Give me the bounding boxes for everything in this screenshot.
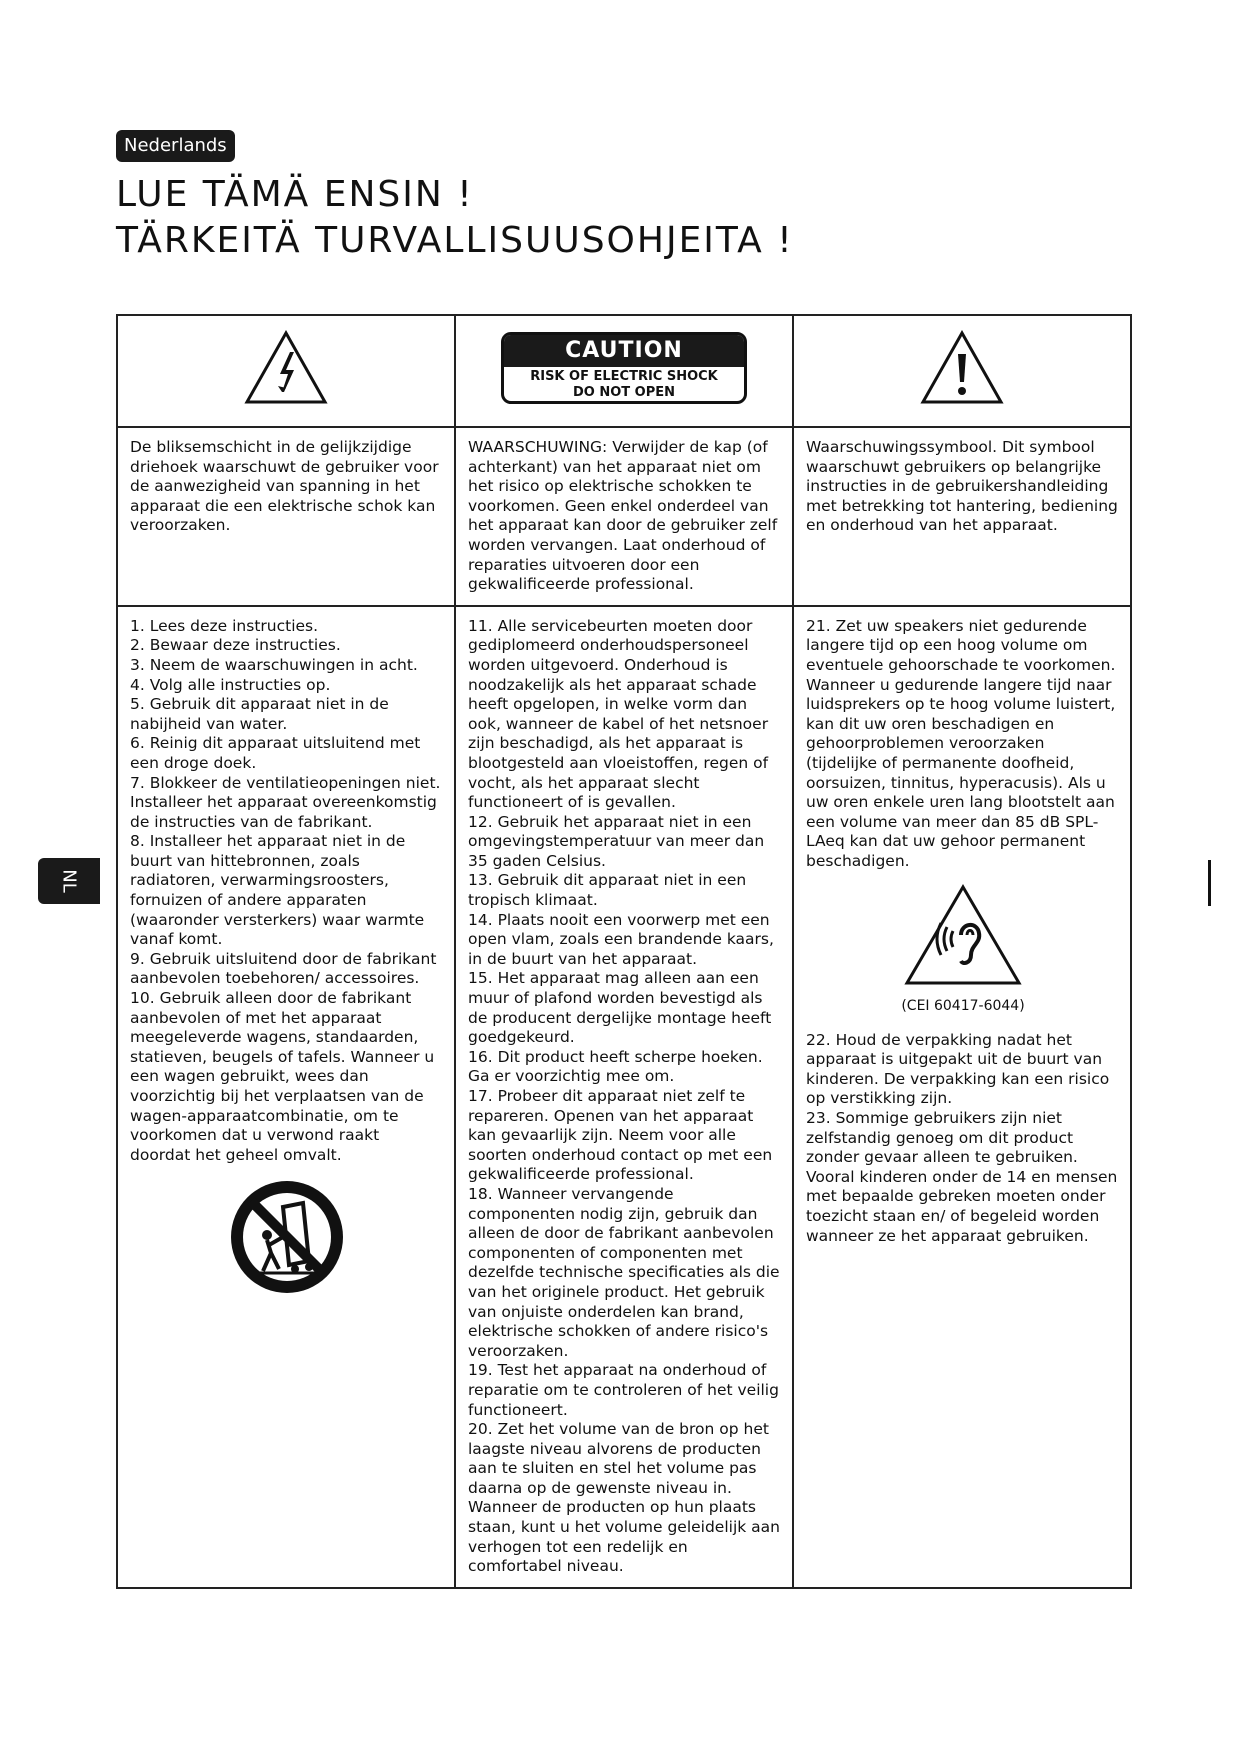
page-edge-marker	[1208, 860, 1211, 906]
instruction-item: 9. Gebruik uitsluitend door de fabrikant aanbevolen toebehoren/ accessoires.	[130, 949, 437, 988]
instruction-item: 16. Dit product heeft scherpe hoeken. Ga er voorzichtig mee om.	[468, 1047, 763, 1086]
instruction-item: 3. Neem de waarschuwingen in acht.	[130, 655, 418, 674]
cart-figure	[130, 1177, 444, 1303]
instructions-column-1	[117, 606, 455, 1588]
instructions-column-2	[455, 606, 793, 1588]
side-tab-label: NL	[58, 869, 80, 893]
caution-subtitle	[504, 367, 744, 401]
instruction-item: 18. Wanneer vervangende componenten nodig zijn, gebruik dan alleen de door de fabrikant aanbevolen componenten of componenten met dezelfde technische specificaties als die van het originele product. Het gebruik van onjuiste onderdelen kan brand, elektrische schokken of andere risico's veroorzaken.	[468, 1184, 780, 1360]
instruction-item: 15. Het apparaat mag alleen aan een muur of plafond worden bevestigd als de producent dergelijke montage heeft goedgekeurd.	[468, 969, 772, 1047]
description-lightning: De bliksemschicht in de gelijkzijdige driehoek waarschuwt de gebruiker voor de aanwezigheid van spanning in het apparaat die een elektrische schok kan veroorzaken.	[117, 427, 455, 606]
description-exclamation: Waarschuwingssymbool. Dit symbool waarschuwt gebruikers op belangrijke instructies in de gebruikershandleiding met betrekking tot hantering, bediening en onderhoud van het apparaat.	[793, 427, 1131, 606]
hearing-damage-icon	[903, 883, 1023, 987]
instruction-item: 17. Probeer dit apparaat niet zelf te repareren. Openen van het apparaat kan gevaarlijk zijn. Neem voor alle soorten onderhoud contact op met een gekwalificeerde professional.	[468, 1087, 773, 1184]
exclamation-cell	[793, 315, 1131, 427]
language-badge: Nederlands	[116, 130, 235, 162]
instruction-item: 23. Sommige gebruikers zijn niet zelfstandig genoeg om dit product zonder gevaar alleen te gebruiken. Vooral kinderen onder de 14 en mensen met bepaalde gebreken moeten onder toezicht staan en/ of begeleid worden wanneer ze het apparaat gebruiken.	[806, 1109, 1118, 1245]
language-side-tab	[38, 858, 100, 904]
instruction-item: 1. Lees deze instructies.	[130, 616, 319, 635]
instruction-item: 11. Alle servicebeurten moeten door gediplomeerd onderhoudspersoneel worden uitgevoerd. Onderhoud is noodzakelijk als het apparaat schade heeft opgelopen, in welke vorm dan ook, wanneer de kabel of het netsnoer zijn beschadigd, als het apparaat is blootgesteld aan vloeistoffen, regen of vocht, als het apparaat slecht functioneert of is gevallen.	[468, 616, 769, 812]
instructions-row	[117, 606, 1131, 1588]
caution-line-1: RISK OF ELECTRIC SHOCK	[530, 369, 718, 385]
caution-cell	[455, 315, 793, 427]
title-line-1: LUE TÄMÄ ENSIN !	[116, 174, 474, 215]
instruction-item: 7. Blokkeer de ventilatieopeningen niet. Installeer het apparaat overeenkomstig de instructies van de fabrikant.	[130, 773, 441, 831]
instruction-item: 12. Gebruik het apparaat niet in een omgevingstemperatuur van meer dan 35 gaden Celsius.	[468, 812, 765, 870]
safety-table	[116, 314, 1132, 1589]
instruction-item: 19. Test het apparaat na onderhoud of reparatie om te controleren of het veilig functioneert.	[468, 1361, 779, 1419]
instruction-item: 10. Gebruik alleen door de fabrikant aanbevolen of met het apparaat meegeleverde wagens, standaarden, statieven, beugels of tafels. Wanneer u een wagen gebruikt, wees dan voorzichtig bij het verplaatsen van de wagen-apparaatcombinatie, om te voorkomen dat u verwond raakt doordat het geheel omvalt.	[130, 989, 435, 1164]
exclamation-warning-icon	[920, 330, 1004, 406]
instruction-item: 2. Bewaar deze instructies.	[130, 636, 341, 655]
cei-caption: (CEI 60417-6044)	[901, 998, 1025, 1015]
instruction-item: 13. Gebruik dit apparaat niet in een tropisch klimaat.	[468, 871, 747, 910]
description-caution: WAARSCHUWING: Verwijder de kap (of achterkant) van het apparaat niet om het risico op elektrische schokken te voorkomen. Geen enkel onderdeel van het apparaat kan door de gebruiker zelf worden vervangen. Laat onderhoud of reparaties uitvoeren door een gekwalificeerde professional.	[455, 427, 793, 606]
caution-label	[501, 332, 747, 404]
caution-title: CAUTION	[504, 335, 744, 367]
instruction-item: 8. Installeer het apparaat niet in de buurt van hittebronnen, zoals radiatoren, verwarmingsroosters, fornuizen of andere apparaten (waaronder versterkers) waar warmte vanaf komt.	[130, 832, 425, 949]
instruction-item: 4. Volg alle instructies op.	[130, 675, 331, 694]
instructions-column-3	[793, 606, 1131, 1588]
instruction-item: 21. Zet uw speakers niet gedurende langere tijd op een hoog volume om eventuele gehoorschade te voorkomen. Wanneer u gedurende langere tijd naar luidsprekers op te hoog volume luistert, kan dit uw oren beschadigen en gehoorproblemen veroorzaken (tijdelijke of permanente doofheid, oorsuizen, tinnitus, hyperacusis). Als u uw oren enkele uren lang blootstelt aan een volume van meer dan 85 dB SPL-LAeq kan dat uw gehoor permanent beschadigen.	[806, 616, 1116, 870]
lightning-cell	[117, 315, 455, 427]
instruction-item: 20. Zet het volume van de bron op het laagste niveau alvorens de producten aan te sluiten en stel het volume pas daarna op de gewenste niveau in. Wanneer de producten op hun plaats staan, kunt u het volume geleidelijk aan verhogen tot een redelijk en comfortabel niveau.	[468, 1420, 780, 1576]
cart-tip-over-warning-icon	[227, 1177, 347, 1297]
page-title	[116, 172, 794, 264]
title-line-2: TÄRKEITÄ TURVALLISUUSOHJEITA !	[116, 220, 794, 261]
instruction-item: 6. Reinig dit apparaat uitsluitend met een droge doek.	[130, 734, 421, 772]
instruction-item: 5. Gebruik dit apparaat niet in de nabijheid van water.	[130, 695, 389, 733]
caution-line-2: DO NOT OPEN	[572, 385, 676, 401]
description-row	[117, 427, 1131, 606]
hearing-figure	[806, 883, 1120, 993]
lightning-warning-icon	[244, 330, 328, 406]
instruction-item: 22. Houd de verpakking nadat het apparaat is uitgepakt uit de buurt van kinderen. De verpakking kan een risico op verstikking zijn.	[806, 1030, 1110, 1108]
instruction-item: 14. Plaats nooit een voorwerp met een open vlam, zoals een brandende kaars, in de buurt van het apparaat.	[468, 910, 774, 968]
icon-row	[117, 315, 1131, 427]
